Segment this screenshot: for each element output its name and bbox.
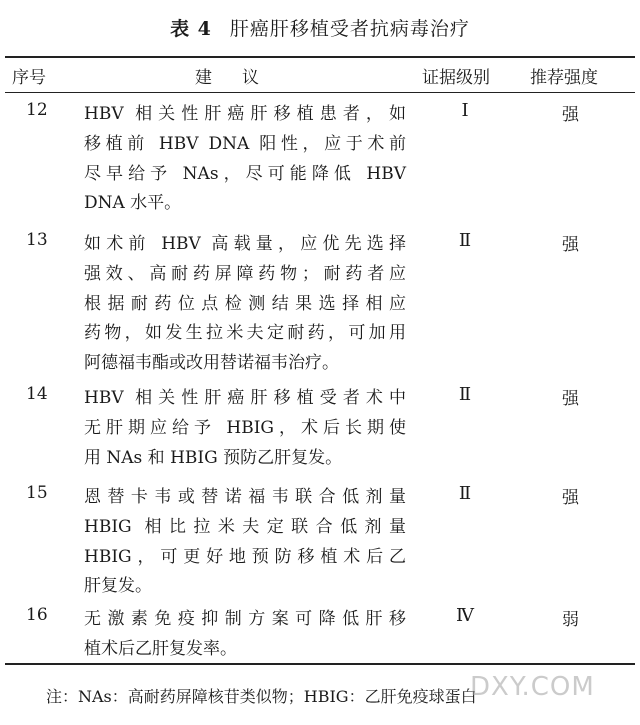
recommendation-line: HBV 相关性肝癌肝移植受者术中	[84, 388, 406, 408]
row-recommendation	[84, 483, 406, 602]
recommendation-line: 强效、高耐药屏障药物；耐药者应	[84, 263, 406, 284]
watermark: DXY.COM	[470, 672, 595, 702]
row-evidence-level: Ⅳ	[456, 605, 474, 626]
recommendation-line: 用 NAs 和 HBIG 预防乙肝复发。	[84, 447, 343, 468]
row-recommendation	[84, 100, 406, 219]
recommendation-line: 药物，如发生拉米夫定耐药，可加用	[84, 323, 406, 344]
row-evidence-level: Ⅰ	[461, 100, 469, 121]
row-recommendation	[84, 605, 406, 665]
row-strength: 强	[562, 488, 579, 508]
row-seq: 12	[26, 100, 48, 120]
row-seq: 15	[26, 483, 48, 503]
recommendation-line: 无肝期应给予 HBIG，术后长期使	[84, 417, 406, 438]
recommendation-line: 无激素免疫抑制方案可降低肝移	[84, 609, 406, 629]
recommendation-line: 肝复发。	[84, 576, 152, 597]
recommendation-line: 尽早给予 NAs，尽可能降低 HBV	[84, 163, 406, 184]
recommendation-line: HBIG，可更好地预防移植术后乙	[84, 546, 406, 567]
row-recommendation	[84, 384, 406, 473]
recommendation-line: HBV 相关性肝癌肝移植患者，如	[84, 104, 406, 124]
header-evidence-level: 证据级别	[422, 68, 490, 88]
table-title	[0, 14, 640, 41]
table-note: 注：NAs：高耐药屏障核苷类似物；HBIG：乙肝免疫球蛋白	[46, 687, 477, 706]
header-rule	[5, 92, 635, 93]
header-seq: 序号	[12, 68, 46, 88]
recommendation-line: 阿德福韦酯或改用替诺福韦治疗。	[84, 353, 339, 374]
recommendation-line: DNA 水平。	[84, 193, 182, 214]
row-strength: 强	[562, 389, 579, 409]
row-evidence-level: Ⅱ	[458, 384, 472, 405]
row-strength: 强	[562, 235, 579, 255]
header-recommendation: 建议	[195, 68, 289, 88]
row-seq: 13	[26, 230, 48, 250]
row-evidence-level: Ⅱ	[458, 483, 472, 504]
header-strength: 推荐强度	[530, 68, 598, 88]
recommendation-line: 移植前 HBV DNA 阳性，应于术前	[84, 133, 406, 154]
table-title-text: 肝癌肝移植受者抗病毒治疗	[229, 18, 470, 40]
table-number: 表 4	[170, 18, 212, 40]
recommendation-line: HBIG 相比拉米夫定联合低剂量	[84, 516, 406, 537]
row-strength: 弱	[562, 610, 579, 630]
recommendation-line: 如术前 HBV 高载量，应优先选择	[84, 234, 406, 254]
row-seq: 16	[26, 605, 48, 625]
row-seq: 14	[26, 384, 48, 404]
recommendation-line: 恩替卡韦或替诺福韦联合低剂量	[84, 487, 406, 507]
bottom-rule	[5, 663, 635, 665]
top-rule	[5, 56, 635, 58]
recommendation-line: 植术后乙肝复发率。	[84, 638, 237, 659]
row-evidence-level: Ⅱ	[458, 230, 472, 251]
row-recommendation	[84, 230, 406, 379]
row-strength: 强	[562, 105, 579, 125]
recommendation-line: 根据耐药位点检测结果选择相应	[84, 293, 406, 314]
